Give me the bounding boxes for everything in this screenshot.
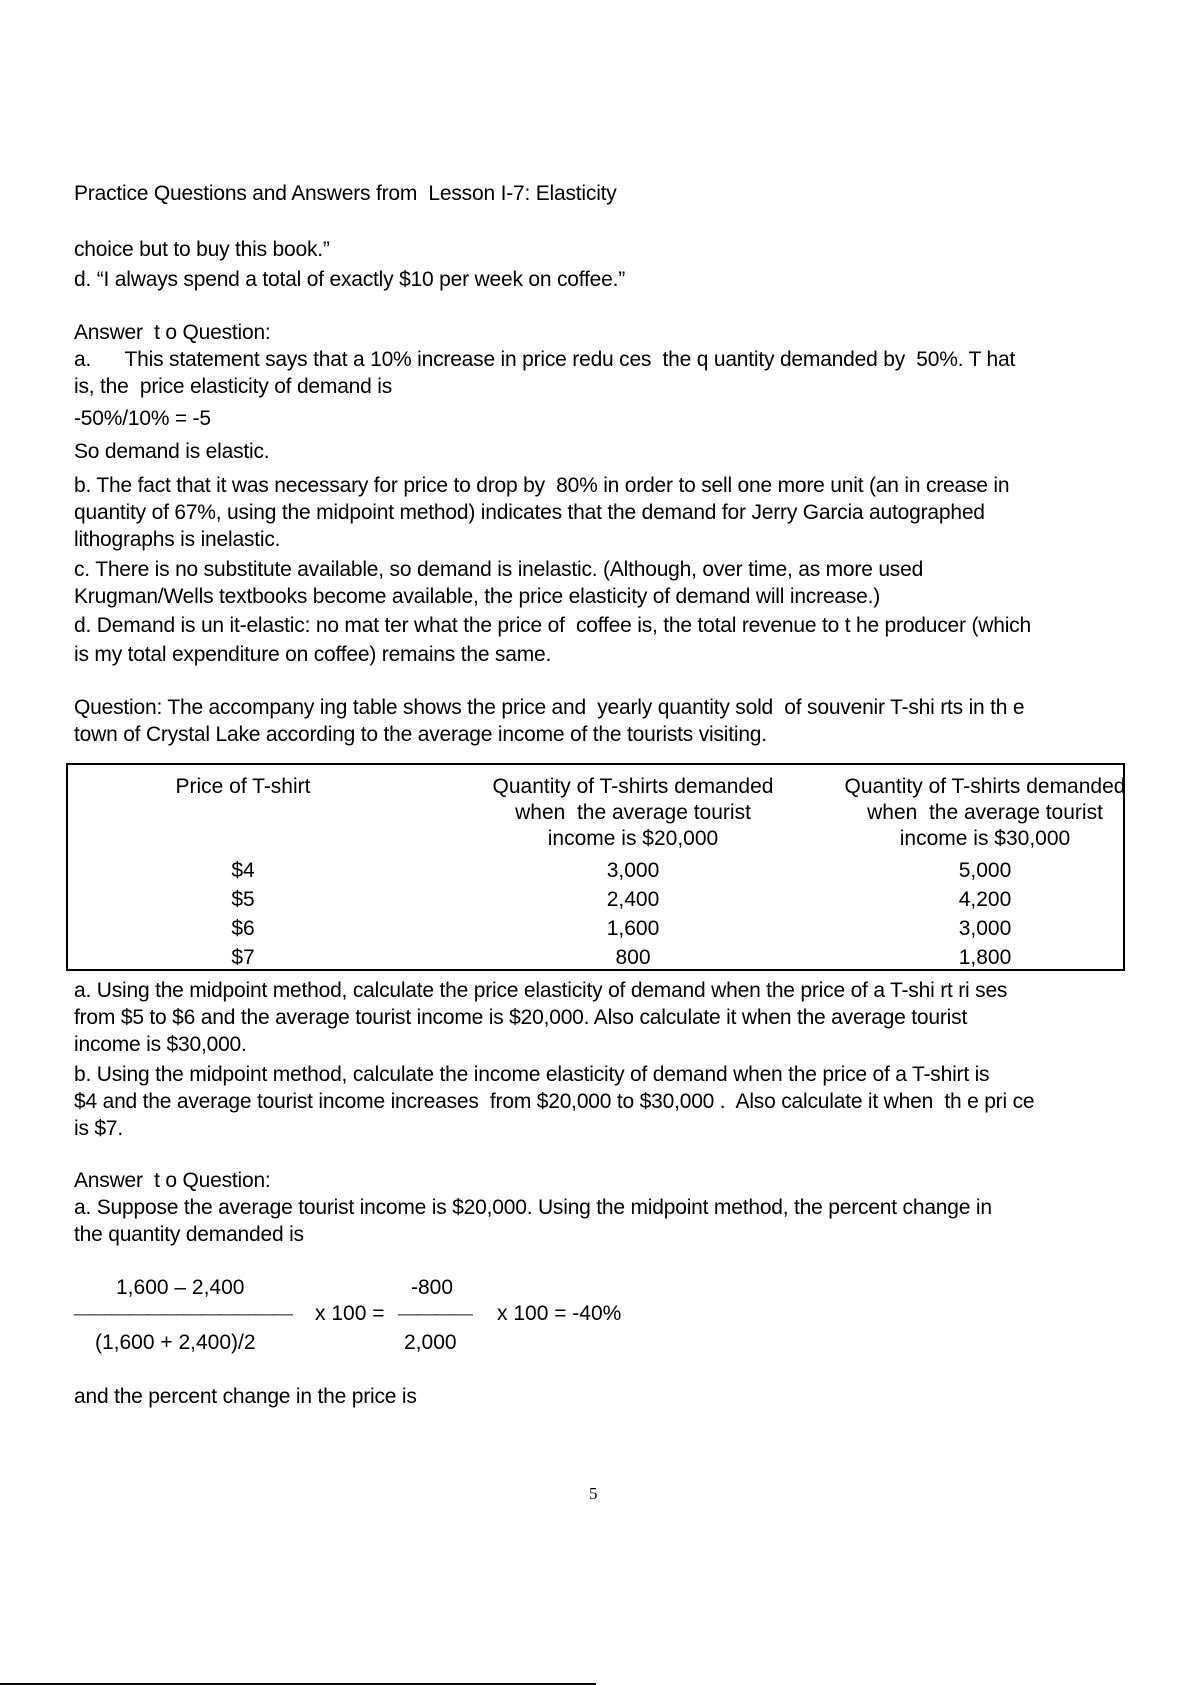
fraction-bar-2: ———— bbox=[398, 1302, 470, 1325]
answer-b-line: quantity of 67%, using the midpoint method) indicates that the demand for Jerry Garcia autographed bbox=[74, 501, 985, 524]
question-part-a-line: income is $30,000. bbox=[74, 1033, 247, 1056]
answer-a-formula: -50%/10% = -5 bbox=[74, 407, 211, 430]
table-cell-price: $6 bbox=[231, 917, 255, 940]
prev-question-tail-line: choice but to buy this book.” bbox=[74, 238, 330, 261]
table-cell-qty: 800 bbox=[615, 946, 651, 969]
question-part-b-line: is $7. bbox=[74, 1117, 123, 1140]
fraction-bar-1: ———————————— bbox=[74, 1302, 290, 1325]
formula-numerator-2: -800 bbox=[411, 1276, 454, 1299]
table-cell-price: $4 bbox=[231, 859, 255, 882]
answer-a-line: a. This statement says that a 10% increase in price redu ces the q uantity demanded by 50%. T hat bbox=[74, 348, 1016, 371]
formula-times-1: x 100 = bbox=[315, 1302, 385, 1325]
answer-line: a. Suppose the average tourist income is $20,000. Using the midpoint method, the percent change in bbox=[74, 1196, 992, 1219]
table-cell-qty: 3,000 bbox=[606, 859, 660, 882]
table-cell-qty: 3,000 bbox=[958, 917, 1012, 940]
answer-c-line: c. There is no substitute available, so demand is inelastic. (Although, over time, as more used bbox=[74, 558, 924, 581]
answer-b-line: lithographs is inelastic. bbox=[74, 528, 281, 551]
answer-heading: Answer t o Question: bbox=[74, 1169, 271, 1192]
formula-denominator-2: 2,000 bbox=[404, 1331, 457, 1354]
page-header-title: Practice Questions and Answers from Lesson I-7: Elasticity bbox=[74, 182, 617, 205]
question-part-a-line: a. Using the midpoint method, calculate the price elasticity of demand when the price of a T-shi rt ri ses bbox=[74, 979, 1008, 1002]
tshirt-demand-table bbox=[66, 763, 1125, 971]
formula-denominator-1: (1,600 + 2,400)/2 bbox=[95, 1331, 256, 1354]
question-line: Question: The accompany ing table shows the price and yearly quantity sold of souvenir T-shi rts in th e bbox=[74, 696, 1025, 719]
answer-b-line: b. The fact that it was necessary for price to drop by 80% in order to sell one more unit (an in crease in bbox=[74, 474, 1010, 497]
table-cell-qty: 2,400 bbox=[606, 888, 660, 911]
table-header-qty-20000: when the average tourist bbox=[515, 801, 751, 824]
answer-heading: Answer t o Question: bbox=[74, 321, 271, 344]
table-cell-price: $5 bbox=[231, 888, 255, 911]
table-cell-qty: 1,600 bbox=[606, 917, 660, 940]
page-number: 5 bbox=[589, 1484, 598, 1503]
formula-numerator-1: 1,600 – 2,400 bbox=[116, 1276, 245, 1299]
table-header-qty-30000: when the average tourist bbox=[867, 801, 1103, 824]
answer-c-line: Krugman/Wells textbooks become available, the price elasticity of demand will increase.) bbox=[74, 585, 881, 608]
question-part-b-line: $4 and the average tourist income increases from $20,000 to $30,000 . Also calculate it when th e pri ce bbox=[74, 1090, 1035, 1113]
table-header-qty-20000: Quantity of T-shirts demanded bbox=[492, 775, 774, 798]
answer-d-line: is my total expenditure on coffee) remains the same. bbox=[74, 643, 552, 666]
prev-question-tail-line: d. “I always spend a total of exactly $10 per week on coffee.” bbox=[74, 268, 626, 291]
answer-d-line: d. Demand is un it-elastic: no mat ter what the price of coffee is, the total revenue to t he producer (which bbox=[74, 614, 1031, 637]
table-header-qty-30000: income is $30,000 bbox=[899, 827, 1071, 850]
table-cell-price: $7 bbox=[231, 946, 255, 969]
question-part-b-line: b. Using the midpoint method, calculate the income elasticity of demand when the price of a T-shirt is bbox=[74, 1063, 990, 1086]
answer-a-conclusion: So demand is elastic. bbox=[74, 440, 270, 463]
answer-line: the quantity demanded is bbox=[74, 1223, 304, 1246]
table-header-qty-30000: Quantity of T-shirts demanded bbox=[844, 775, 1126, 798]
question-part-a-line: from $5 to $6 and the average tourist income is $20,000. Also calculate it when the average tourist bbox=[74, 1006, 968, 1029]
formula-times-2: x 100 = -40% bbox=[497, 1302, 622, 1325]
answer-a-line: is, the price elasticity of demand is bbox=[74, 375, 393, 398]
table-cell-qty: 4,200 bbox=[958, 888, 1012, 911]
question-line: town of Crystal Lake according to the average income of the tourists visiting. bbox=[74, 723, 767, 746]
table-header-price: Price of T-shirt bbox=[175, 775, 311, 798]
table-cell-qty: 1,800 bbox=[958, 946, 1012, 969]
table-header-qty-20000: income is $20,000 bbox=[547, 827, 719, 850]
table-cell-qty: 5,000 bbox=[958, 859, 1012, 882]
answer-line: and the percent change in the price is bbox=[74, 1385, 417, 1408]
